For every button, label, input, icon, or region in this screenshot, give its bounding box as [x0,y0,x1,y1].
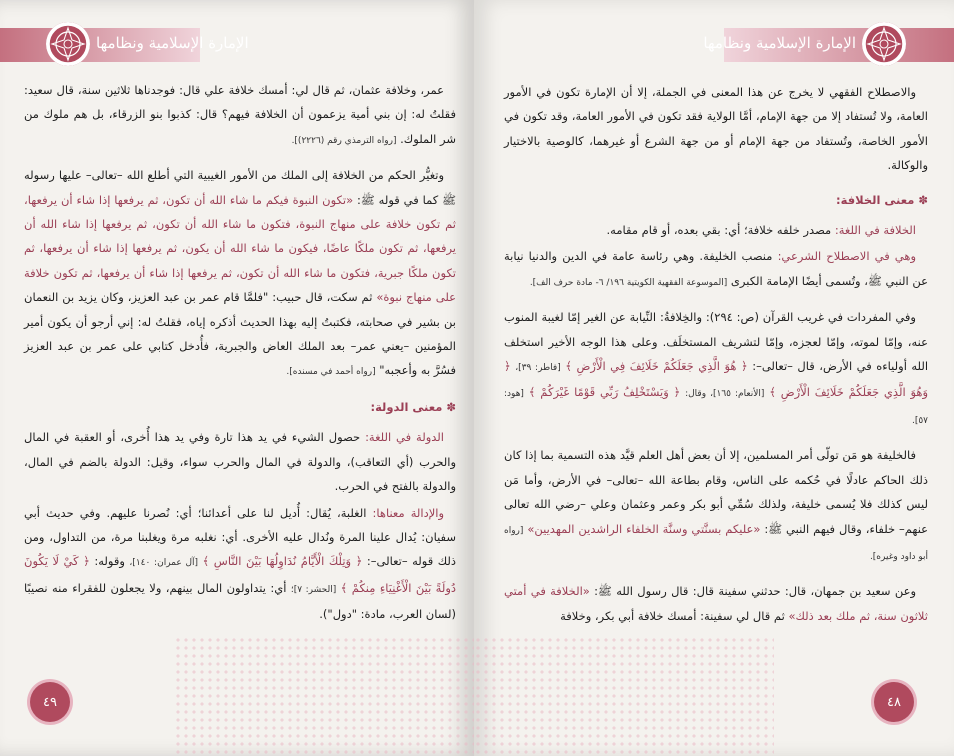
quran-verse: ﴿ هُوَ الَّذِي جَعَلَكُمْ خَلَائِفَ فِي الْأَرْضِ ﴾ [565,359,748,374]
term-label: الدولة في اللغة: [365,430,444,445]
book-title: الإمارة الإسلامية ونظامها [96,34,249,52]
term-label: وهي في الاصطلاح الشرعي: [777,249,917,264]
paragraph: الخلافة في اللغة: مصدر خلفه خلافة؛ أي: بقي بعده، أو قام مقامه. [606,223,916,238]
paragraph: عمر، وخلافة عثمان، ثم قال لي: أمسك خلافة علي قال: فوجدناها ثلاثين سنة، قال سعيد: فقلتُ له: إن بني أمية يزعمون أن الخلافة فيهم؟ قال: كذبوا بنو الزرقاء، بل هم ملوك من شر الملوك. [رواه الترمذي رقم (٢٢٢٦)]. [24,83,456,146]
quran-verse: ﴿ كَيْ لَا يَكُونَ دُولَةً بَيْنَ الْأَغْنِيَاءِ مِنكُمْ ﴾ [24,554,457,595]
paragraph: الدولة في اللغة: حصول الشيء في يد هذا تارة وفي يد هذا أُخرى، أو العقبة في المال والحرب (أي التعاقب)، والدولة في المال والحرب سواء، وقيل: الدولة بالضم في المال، والدولة بالفتح في الحرب. [24,430,456,494]
hadith-quote: «تكون النبوة فيكم ما شاء الله أن تكون، ثم يرفعها إذا شاء أن يرفعها، ثم تكون خلافة على منهاج النبوة، فتكون ما شاء الله أن تكون، ثم يرفعها إذا شاء الله أن يرفعها، ثم تكون ملكًا عاضًا، فيكون ما شاء الله أن يكون، ثم يرفعها إذا شاء أن يرفعها، ثم تكون ملكًا جبرية، فتكون ما شاء الله أن تكون، ثم يرفعها إذا شاء أن يرفعها، ثم تكون خلافة على منهاج نبوة» [24,192,457,305]
quran-verse: ﴿ وَيَسْتَخْلِفُ رَبِّي قَوْمًا غَيْرَكُمْ ﴾ [528,385,681,400]
section-heading: ✽معنى الخلافة: [836,192,928,207]
hadith-quote: «عليكم بسنَّتي وسنَّة الخلفاء الراشدين المهديين» [527,521,761,536]
paragraph: وفي المفردات في غريب القرآن (ص: ٢٩٤): والخِلافةُ: النِّيابة عن الغير إمّا لغيبة المنوب عنه، وإمّا لموته، وإمّا لعجزه، وإمّا لتشريف المستخلَف. وعلى هذا الوجه الأخير استخلف الله أولياءه في الأرض، قال –تعالى–: ﴿ هُوَ الَّذِي جَعَلَكُمْ خَلَائِفَ فِي الْأَرْضِ ﴾ [فاطر: ٣٩]، ﴿ وَهُوَ الَّذِي جَعَلَكُمْ خَلَائِفَ الْأَرْضِ ﴾ [الأنعام: ١٦٥]، وقال: ﴿ وَيَسْتَخْلِفُ رَبِّي قَوْمًا غَيْرَكُمْ ﴾ [هود: ٥٧]. [504,310,929,426]
reference: [الموسوعة الفقهية الكويتية ١٩٦/ ٦- مادة حرف الف]. [529,277,728,288]
page-number: ٤٩ [30,682,70,722]
reference: [رواه أبو داود وغيره]. [504,525,928,562]
rosette-ornament-icon [862,22,906,66]
ornament-star-icon: ✽ [918,192,928,207]
reference: [الأنعام: ١٦٥]، وقال: [685,389,765,400]
reference: [فاطر: ٣٩]، [515,363,561,374]
rosette-ornament-icon [46,22,90,66]
paragraph: فالخليفة هو مَن تولّى أمر المسلمين، إلا أن بعض أهل العلم قيَّد هذه التسمية بما إذا كان ذلك الحاكم عادلًا في حُكمه على الناس، وقام بطاعة الله –تعالى– في الأرض، وأما مَن ليس كذلك فلا يُسمى خليفة، ولذلك سُمِّي أبو بكر وعمر وعثمان وعلي –رضي الله تعالى عنهم– خلفاء، وقال فيهم النبي ﷺ: «عليكم بسنَّتي وسنَّة الخلفاء الراشدين المهديين» [رواه أبو داود وغيره]. [504,448,929,562]
right-page [474,0,954,756]
paragraph: وهي في الاصطلاح الشرعي: منصب الخليفة. وهي رئاسة عامة في الدين والدنيا نيابة عن النبي ﷺ، وتُسمى أيضًا الإمامة الكبرى [الموسوعة الفقهية الكويتية ١٩٦/ ٦- مادة حرف الف]. [504,249,928,288]
book-title: الإمارة الإسلامية ونظامها [703,34,856,52]
paragraph: وتغيُّر الحكم من الخلافة إلى الملك من الأمور الغيبية التي أطلع الله –تعالى– عليها رسوله ﷺ كما في قوله ﷺ: «تكون النبوة فيكم ما شاء الله أن تكون، ثم يرفعها إذا شاء أن يرفعها، ثم تكون خلافة على منهاج النبوة، فتكون ما شاء الله أن تكون، ثم يرفعها إذا شاء الله أن يرفعها، ثم تكون ملكًا عاضًا، فيكون ما شاء الله أن يكون، ثم يرفعها إذا شاء أن يرفعها، ثم تكون ملكًا جبرية، فتكون ما شاء الله أن تكون، ثم يرفعها إذا شاء أن يرفعها، ثم تكون خلافة على منهاج نبوة» ثم سكت، قال حبيب: "فلمَّا قام عمر بن عبد العزيز، وكان يزيد بن النعمان بن بشير في صحابته، فكتبتُ إليه بهذا الحديث أذكره إياه، فقلتُ له: إني أرجو أن يكون أمير المؤمنين –يعني عمر– بعد الملك العاض والجبرية، فأُدخل كتابي على عمر بن عبد العزيز فسُرَّ به وأعجبه" [رواه أحمد في مسنده]. [24,168,457,378]
reference: [رواه أحمد في مسنده]. [286,367,376,378]
decorative-dots [174,636,474,756]
quran-verse: ﴿ وَتِلْكَ الْأَيَّامُ نُدَاوِلُهَا بَيْنَ النَّاسِ ﴾ [202,554,363,569]
term-label: الخلافة في اللغة: [834,223,916,238]
term-label: والإدالة معناها: [372,505,444,520]
left-page [0,0,474,756]
paragraph: والإدالة معناها: الغلبة، يُقال: أُديل لنا على أعدائنا؛ أي: نُصرنا عليهم. وفي حديث أبي سفيان: يُدال علينا المرة ونُدال عليه الأخرى. أي: نغلبه مرة ويغلبنا مرة، من التداول، ومن ذلك قوله –تعالى–: ﴿ وَتِلْكَ الْأَيَّامُ نُدَاوِلُهَا بَيْنَ النَّاسِ ﴾ [آل عمران: ١٤٠]، وقوله: ﴿ كَيْ لَا يَكُونَ دُولَةً بَيْنَ الْأَغْنِيَاءِ مِنكُمْ ﴾ [الحشر: ٧]؛ أي: يتداولون المال بينهم، ولا يجعلون للفقراء منه نصيبًا (لسان العرب، مادة: "دول"). [24,505,457,622]
ornament-star-icon: ✽ [446,399,456,414]
reference: [هود: ٥٧]. [504,389,928,426]
hadith-quote: «الخلافة في أمتي ثلاثون سنة، ثم ملك بعد ذلك» [504,584,928,623]
decorative-dots [474,636,774,756]
reference: [الحشر: ٧]؛ [290,584,337,595]
reference: [رواه الترمذي رقم (٢٢٢٦)]. [291,135,397,146]
section-heading: ✽معنى الدولة: [370,399,456,414]
paragraph: وعن سعيد بن جمهان، قال: حدثني سفينة قال: قال رسول الله ﷺ: «الخلافة في أمتي ثلاثون سنة، ثم ملك بعد ذلك» ثم قال لي سفينة: أمسك خلافة أبي بكر، وخلافة [504,584,928,623]
left-page-body [24,78,456,629]
page-number: ٤٨ [874,682,914,722]
reference: [آل عمران: ١٤٠]، [129,558,199,569]
quran-verse: ﴿ وَهُوَ الَّذِي جَعَلَكُمْ خَلَائِفَ الْأَرْضِ ﴾ [504,359,929,400]
paragraph: والاصطلاح الفقهي لا يخرج عن هذا المعنى في الجملة، إلا أن الإمارة تكون في الأمور العامة، ولا تُستفاد إلا من جهة الإمام، أمَّا الولاية فقد تكون في الأمور العامة، وقد تكون في الأمور الخاصة، وتُستفاد من جهة الإمام أو من جهة الشرع أو غيرهما، كالوصية بالاختيار والوكالة. [504,85,928,173]
right-page-body [504,80,928,630]
